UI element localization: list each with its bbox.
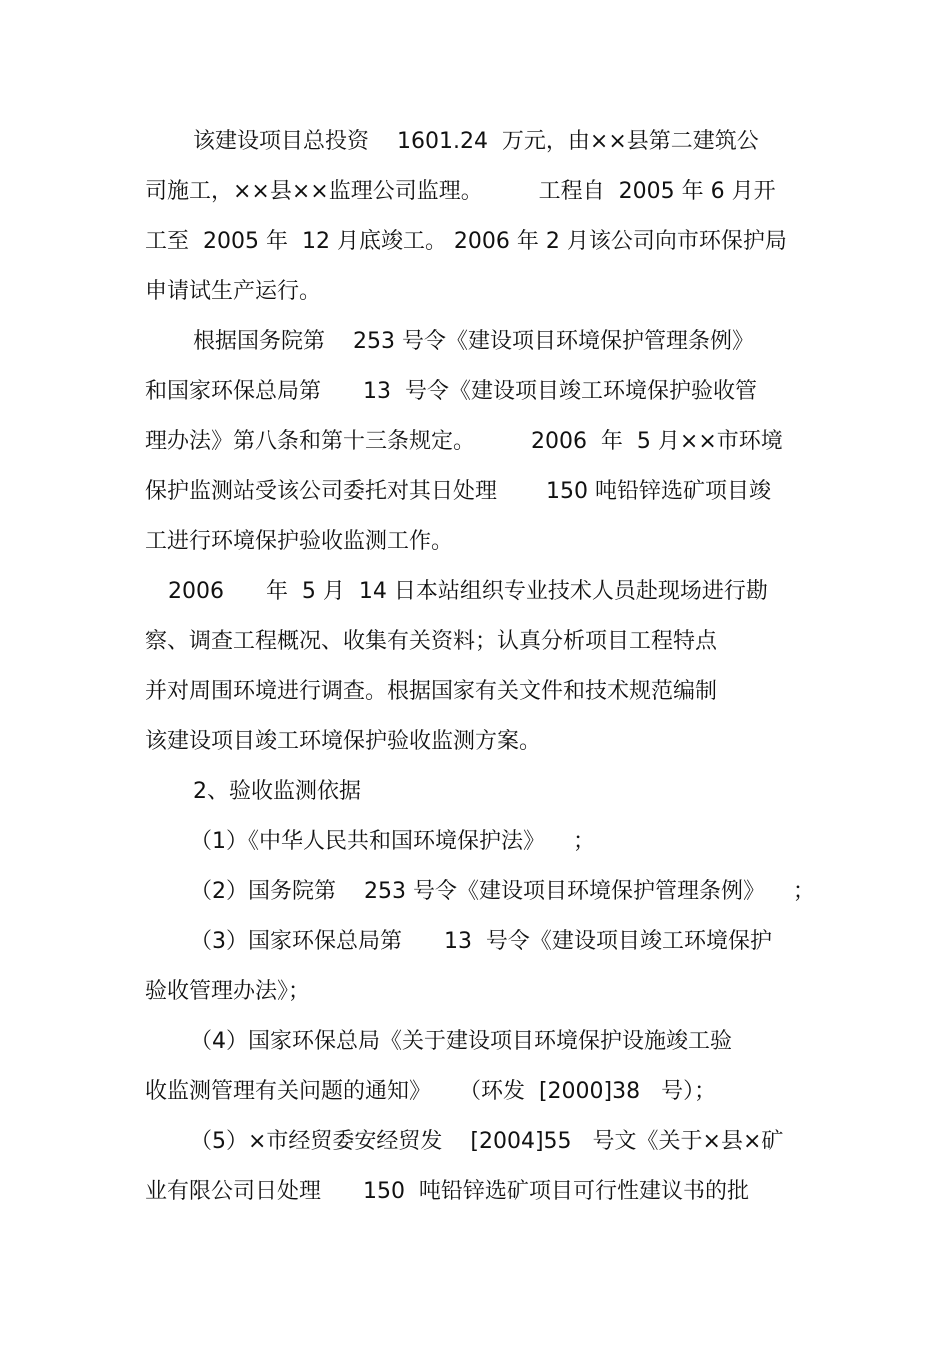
section-heading: 2、验收监测依据 [193,779,361,804]
paragraph-line-3: 工至 2005 年 12 月底竣工。 2006 年 2 月该公司向市环保护局 [145,229,787,254]
reference-item-1: （1）《中华人民共和国环境保护法》 ； [190,829,595,854]
paragraph-line-11: 察、调查工程概况、收集有关资料；认真分析项目工程特点 [145,629,718,654]
reference-item-3: （3）国家环保总局第 13 号令《建设项目竣工环境保护 [190,929,772,954]
reference-item-3-continued: 验收管理办法》； [145,979,311,1004]
paragraph-line-10: 2006 年 5 月 14 日本站组织专业技术人员赴现场进行勘 [168,579,768,604]
paragraph-line-2: 司施工，××县××监理公司监理。 工程自 2005 年 6 月开 [145,179,776,204]
reference-item-4-continued: 收监测管理有关问题的通知》 （环发 [2000]38 号）； [145,1079,717,1104]
paragraph-line-13: 该建设项目竣工环境保护验收监测方案。 [145,729,542,754]
paragraph-line-7: 理办法》第八条和第十三条规定。 2006 年 5 月××市环境 [145,429,783,454]
paragraph-line-1: 该建设项目总投资 1601.24 万元，由××县第二建筑公 [193,129,759,154]
paragraph-line-9: 工进行环境保护验收监测工作。 [145,529,454,554]
paragraph-line-8: 保护监测站受该公司委托对其日处理 150 吨铅锌选矿项目竣 [145,479,771,504]
reference-item-4: （4）国家环保总局《关于建设项目环境保护设施竣工验 [190,1029,732,1054]
paragraph-line-5: 根据国务院第 253 号令《建设项目环境保护管理条例》 [193,329,754,354]
paragraph-line-6: 和国家环保总局第 13 号令《建设项目竣工环境保护验收管 [145,379,757,404]
paragraph-line-4: 申请试生产运行。 [145,279,322,304]
reference-item-5: （5）×市经贸委安经贸发 [2004]55 号文《关于×县×矿 [190,1129,784,1154]
paragraph-line-12: 并对周围环境进行调查。根据国家有关文件和技术规范编制 [145,679,718,704]
reference-item-2: （2）国务院第 253 号令《建设项目环境保护管理条例》 ； [190,879,815,904]
reference-item-5-continued: 业有限公司日处理 150 吨铅锌选矿项目可行性建议书的批 [145,1179,749,1204]
